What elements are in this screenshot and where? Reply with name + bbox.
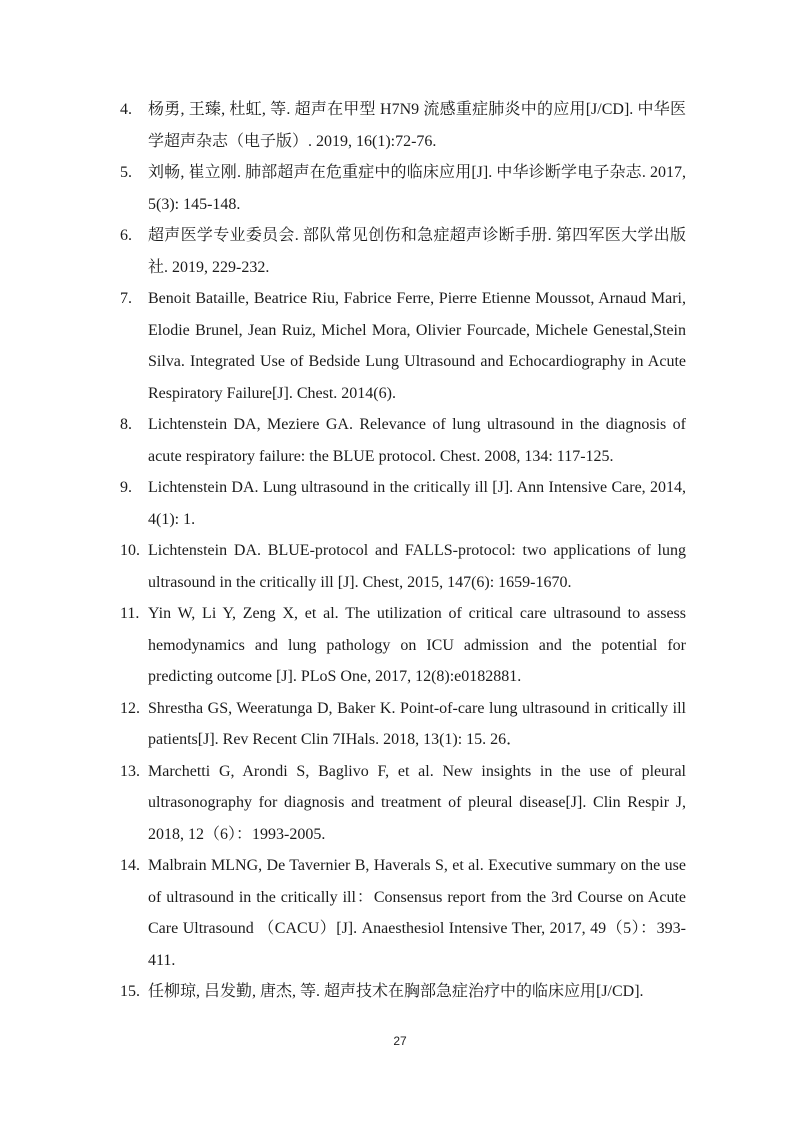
reference-item [120, 598, 686, 693]
reference-item [120, 157, 686, 220]
reference-item [120, 94, 686, 157]
reference-item [120, 220, 686, 283]
reference-number: 8. [120, 416, 132, 433]
reference-list [120, 94, 686, 1008]
reference-item [120, 850, 686, 976]
reference-item [120, 472, 686, 535]
reference-number: 4. [120, 101, 132, 118]
reference-number: 12. [120, 699, 140, 717]
reference-number: 10. [120, 542, 140, 559]
reference-item [120, 535, 686, 598]
reference-item [120, 409, 686, 472]
reference-text: Lichtenstein DA. Lung ultrasound in the critically ill [J]. Ann Intensive Care, 2014, 4(1): 1. [148, 479, 686, 528]
reference-text: Shrestha GS, Weeratunga D, Baker K. Point-of-care lung ultrasound in critically ill patients[J]. Rev Recent Clin 7IHals. 2018, 13(1): 15. 26． [148, 699, 686, 748]
reference-item [120, 976, 686, 1008]
reference-number: 13. [120, 762, 140, 780]
reference-item [120, 283, 686, 409]
reference-item [120, 693, 686, 756]
reference-number: 5. [120, 164, 132, 181]
reference-text: 刘畅, 崔立刚. 肺部超声在危重症中的临床应用[J]. 中华诊断学电子杂志. 2017, 5(3): 145-148. [148, 164, 686, 213]
reference-number: 11. [120, 605, 140, 622]
reference-number: 7. [120, 290, 132, 307]
reference-text: Lichtenstein DA, Meziere GA. Relevance of lung ultrasound in the diagnosis of acute respiratory failure: the BLUE protocol. Chest. 2008, 134: 117-125. [148, 416, 686, 465]
reference-text: Marchetti G, Arondi S, Baglivo F, et al. New insights in the use of pleural ultrasonography for diagnosis and treatment of pleural disease[J]. Clin Respir J, 2018, 12（6）：1993-2005. [148, 762, 686, 843]
reference-number: 9. [120, 479, 132, 496]
reference-number: 14. [120, 857, 140, 874]
reference-text: 杨勇, 王臻, 杜虹, 等. 超声在甲型 H7N9 流感重症肺炎中的应用[J/CD]. 中华医学超声杂志（电子版）. 2019, 16(1):72-76. [148, 101, 686, 150]
reference-text: Benoit Bataille, Beatrice Riu, Fabrice Ferre, Pierre Etienne Moussot, Arnaud Mari, Elodie Brunel, Jean Ruiz, Michel Mora, Olivier Fourcade, Michele Genestal,Stein Silva. Integrated Use of Bedside Lung Ultrasound and Echocardiography in Acute Respiratory Failure[J]. Chest. 2014(6). [148, 290, 686, 402]
reference-text: 超声医学专业委员会. 部队常见创伤和急症超声诊断手册. 第四军医大学出版社. 2019, 229-232. [148, 227, 686, 276]
reference-text: Malbrain MLNG, De Tavernier B, Haverals S, et al. Executive summary on the use of ultrasound in the critically ill：Consensus report from the 3rd Course on Acute Care Ultrasound （CACU）[J]. Anaesthesiol Intensive Ther, 2017, 49（5）：393-411. [148, 857, 686, 969]
reference-text: Yin W, Li Y, Zeng X, et al. The utilization of critical care ultrasound to assess hemodynamics and lung pathology on ICU admission and the potential for predicting outcome [J]. PLoS One, 2017, 12(8):e0182881. [148, 605, 686, 685]
reference-text: Lichtenstein DA. BLUE-protocol and FALLS-protocol: two applications of lung ultrasound in the critically ill [J]. Chest, 2015, 147(6): 1659-1670. [148, 542, 686, 591]
reference-text: 任柳琼, 吕发勤, 唐杰, 等. 超声技术在胸部急症治疗中的临床应用[J/CD]. [148, 983, 644, 1000]
reference-number: 6. [120, 227, 132, 244]
reference-item [120, 756, 686, 851]
page-number: 27 [393, 1034, 407, 1048]
reference-number: 15. [120, 983, 140, 1000]
